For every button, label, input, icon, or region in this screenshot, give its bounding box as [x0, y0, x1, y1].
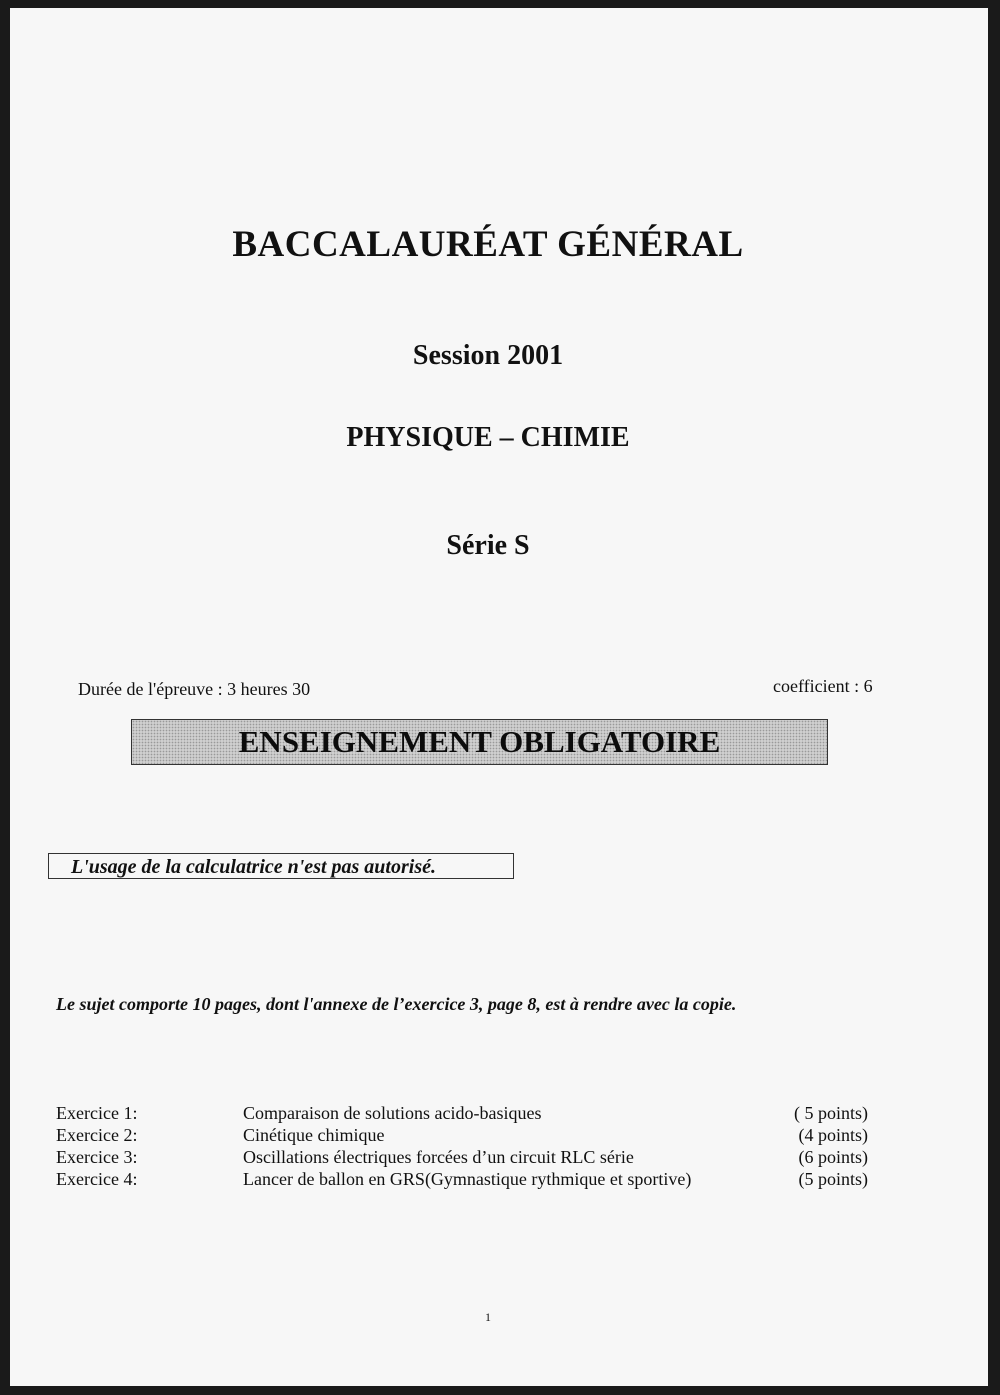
- exercise-title: Oscillations électriques forcées d’un circuit RLC série: [243, 1147, 634, 1167]
- exercise-points: (5 points): [798, 1169, 868, 1189]
- exercise-title: Lancer de ballon en GRS(Gymnastique rythmique et sportive): [243, 1169, 692, 1189]
- exercise-label: Exercice 2:: [56, 1125, 138, 1145]
- exercise-label: Exercice 1:: [56, 1103, 138, 1123]
- exercise-row: [10, 1103, 988, 1125]
- exercise-points: (6 points): [798, 1147, 868, 1167]
- serie-label: Série S: [446, 530, 530, 561]
- pages-note: Le sujet comporte 10 pages, dont l'annexe de l’exercice 3, page 8, est à rendre avec la copie.: [56, 994, 737, 1014]
- session-label: Session 2001: [412, 340, 564, 371]
- duration-text: Durée de l'épreuve : 3 heures 30: [78, 679, 311, 699]
- exercise-points: (4 points): [798, 1125, 868, 1145]
- obligatory-banner: ENSEIGNEMENT OBLIGATOIRE: [131, 719, 828, 765]
- exercise-label: Exercice 4:: [56, 1169, 138, 1189]
- subject-label: PHYSIQUE – CHIMIE: [346, 422, 630, 453]
- exercise-points: ( 5 points): [794, 1103, 868, 1123]
- exercise-row: [10, 1125, 988, 1147]
- exercise-title: Comparaison de solutions acido-basiques: [243, 1103, 542, 1123]
- exercise-row: [10, 1169, 988, 1191]
- calculator-note: L'usage de la calculatrice n'est pas autorisé.: [48, 853, 514, 879]
- exam-page: [10, 8, 988, 1386]
- exercise-label: Exercice 3:: [56, 1147, 138, 1167]
- page-title: BACCALAURÉAT GÉNÉRAL: [232, 224, 744, 265]
- exercise-row: [10, 1147, 988, 1169]
- coefficient-text: coefficient : 6: [773, 676, 873, 696]
- page-mark: 1: [485, 1310, 491, 1324]
- exercise-title: Cinétique chimique: [243, 1125, 385, 1145]
